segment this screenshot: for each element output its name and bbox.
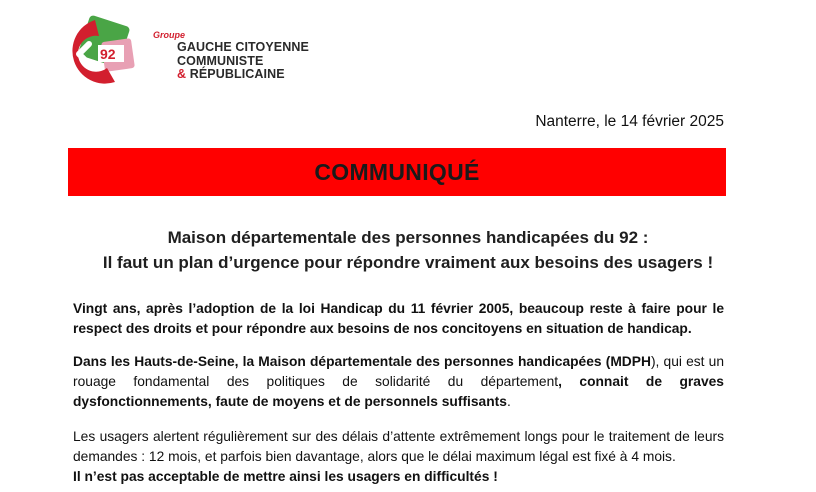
paragraph-2-text-b: ), qui est un rouage fondamental des politiques de solidarité du département: [73, 354, 725, 389]
logo-line-3: [177, 67, 285, 81]
banner-label: COMMUNIQUÉ: [314, 158, 480, 185]
paragraph-1: Vingt ans, après l’adoption de la loi Handicap du 11 février 2005, beaucoup reste à faire pour le respect des droits et pour répondre aux besoins de nos concitoyens en situation de handicap.: [73, 301, 724, 336]
logo-line-3-text: RÉPUBLICAINE: [189, 67, 285, 81]
paragraph-3-text: Les usagers alertent régulièrement sur des délais d’attente extrêmement longs pour le traitement de leurs demandes : 12 mois, et parfois bien davantage, alors que le délai maximum légal est fixé à 4 mois.: [73, 429, 724, 464]
paragraph-2-text-d: .: [506, 394, 511, 409]
logo-line-1: GAUCHE CITOYENNE: [177, 40, 309, 54]
paragraph-2: [73, 352, 724, 412]
headline-line-1: Maison départementale des personnes handicapées du 92 :: [167, 228, 649, 247]
paragraph-3-bold: Il n’est pas acceptable de mettre ainsi les usagers en difficultés !: [73, 469, 498, 484]
logo-number: 92: [100, 46, 116, 62]
paragraph-3: [73, 427, 724, 487]
paragraph-2-bold-c: , connait de graves dysfonctionnements, faute de moyens et de personnels suffisants: [73, 374, 724, 409]
communique-banner: [68, 148, 726, 196]
gcr-logo-mark-icon: [55, 14, 141, 90]
logo-ampersand: &: [177, 67, 187, 81]
logo: [55, 14, 309, 90]
headline-line-2: Il faut un plan d’urgence pour répondre vraiment aux besoins des usagers !: [102, 253, 714, 272]
logo-line-2: COMMUNISTE: [177, 54, 264, 68]
date-place: Nanterre, le 14 février 2025: [535, 113, 724, 130]
logo-groupe: Groupe: [153, 30, 186, 40]
paragraph-2-bold-a: Dans les Hauts-de-Seine, la Maison départementale des personnes handicapées (MDPH: [73, 354, 651, 369]
